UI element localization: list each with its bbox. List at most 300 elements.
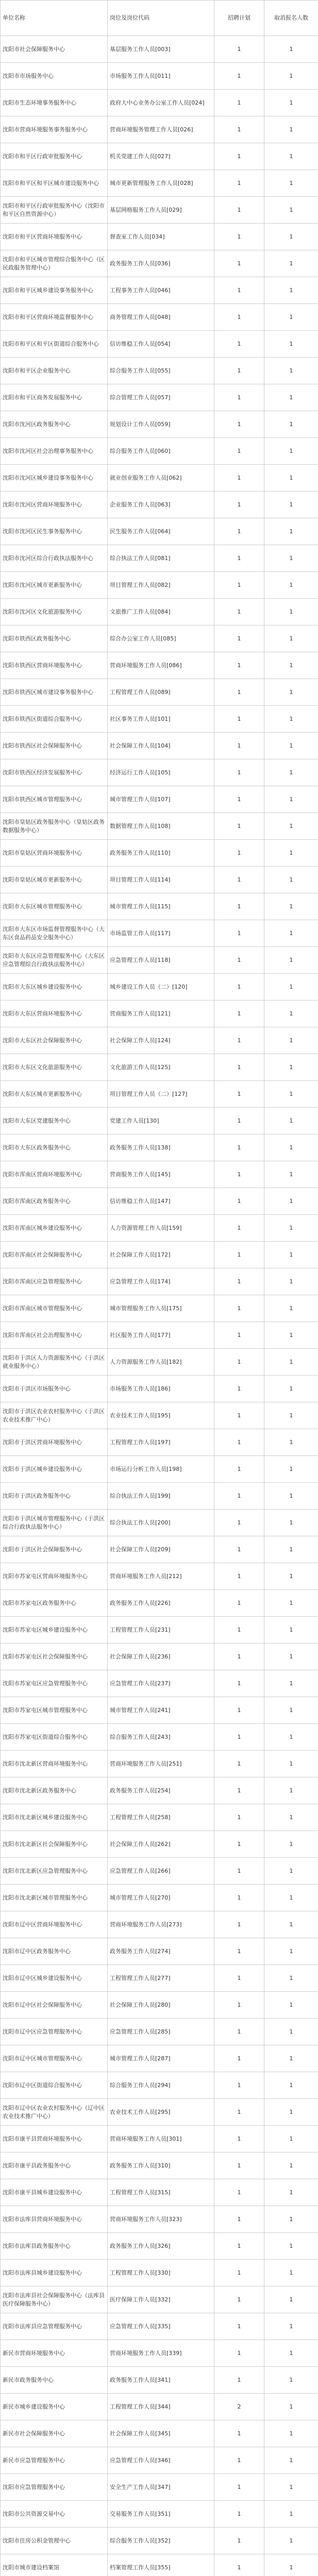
plan-cell: 1	[214, 1643, 264, 1670]
plan-cell: 1	[214, 2153, 264, 2179]
plan-cell: 1	[214, 116, 264, 143]
plan-cell: 1	[214, 1965, 264, 1992]
table-row	[1, 1858, 318, 1885]
table-row	[1, 867, 318, 893]
unit-name-cell: 沈阳市浑南区应急管理服务中心	[1, 1268, 108, 1295]
table-row	[1, 572, 318, 599]
unit-name-cell: 沈阳市大东区营商环境服务中心	[1, 1001, 108, 1027]
cancelled-cell: 1	[264, 63, 318, 90]
cancelled-cell: 1	[264, 250, 318, 277]
table-row	[1, 1992, 318, 2019]
cancelled-cell: 1	[264, 1429, 318, 1456]
plan-cell: 1	[214, 277, 264, 304]
table-row	[1, 1563, 318, 1590]
cancelled-cell: 1	[264, 1724, 318, 1751]
unit-name-cell: 沈阳市沈河区民生事务服务中心	[1, 518, 108, 545]
plan-cell: 1	[214, 1590, 264, 1617]
plan-cell: 1	[214, 1777, 264, 1804]
unit-name-cell: 沈阳市康平县营商环境服务中心	[1, 2126, 108, 2153]
cancelled-cell: 1	[264, 170, 318, 197]
plan-cell: 1	[214, 1563, 264, 1590]
unit-name-cell: 沈阳市沈北新区社会保障服务中心	[1, 1831, 108, 1858]
position-cell: 工程管理工作人员[330]	[108, 2260, 214, 2286]
table-row	[1, 1885, 318, 1911]
table-row	[1, 1536, 318, 1563]
table-row	[1, 1429, 318, 1456]
unit-name-cell: 沈阳市辽中区城乡建设服务中心	[1, 1965, 108, 1992]
plan-cell: 1	[214, 1697, 264, 1724]
plan-cell: 1	[214, 786, 264, 813]
cancelled-cell: 1	[264, 1777, 318, 1804]
plan-cell: 1	[214, 1134, 264, 1161]
plan-cell: 1	[214, 1001, 264, 1027]
unit-name-cell: 沈阳市和平区城市管理综合服务中心（区民政服务管理中心）	[1, 250, 108, 277]
position-cell: 工程管理工作人员[197]	[108, 1429, 214, 1456]
plan-cell: 1	[214, 920, 264, 947]
position-cell: 综合管理工作人员[057]	[108, 384, 214, 411]
cancelled-cell: 1	[264, 304, 318, 331]
plan-cell: 1	[214, 2206, 264, 2233]
table-row	[1, 1938, 318, 1965]
plan-cell: 1	[214, 652, 264, 679]
position-cell: 商务管理工作人员[048]	[108, 304, 214, 331]
position-cell: 企业服务工作人员[063]	[108, 492, 214, 518]
table-row	[1, 465, 318, 492]
plan-cell: 1	[214, 1456, 264, 1483]
cancelled-cell: 1	[264, 2474, 318, 2501]
position-cell: 规划设计工作人员[059]	[108, 411, 214, 438]
unit-name-cell: 沈阳市和平区和平区城市建设服务中心	[1, 170, 108, 197]
plan-cell: 1	[214, 2340, 264, 2367]
position-cell: 营商环境服务管理工作人员[026]	[108, 116, 214, 143]
unit-name-cell: 沈阳市大东区城乡建设服务中心	[1, 974, 108, 1001]
table-row	[1, 2019, 318, 2045]
unit-name-cell: 沈阳市铁西区政务服务中心	[1, 625, 108, 652]
position-cell: 营商环境服务工作人员[273]	[108, 1911, 214, 1938]
plan-cell: 1	[214, 224, 264, 250]
position-cell: 市场监管工作人员[117]	[108, 920, 214, 947]
unit-name-cell: 沈阳市于洪区人力资源服务中心（于洪区就业服务中心）	[1, 1349, 108, 1376]
unit-name-cell: 沈阳市法库县政务服务中心	[1, 2233, 108, 2260]
unit-name-cell: 沈阳市社会保障服务中心	[1, 36, 108, 63]
unit-name-cell: 沈阳市浑南区城乡建设服务中心	[1, 1215, 108, 1242]
position-cell: 工程管理工作人员[277]	[108, 1965, 214, 1992]
position-cell: 城乡建设工作人员（二）[120]	[108, 974, 214, 1001]
table-row	[1, 331, 318, 358]
table-row	[1, 2260, 318, 2286]
table-row	[1, 90, 318, 116]
unit-name-cell: 沈阳市沈北新区城乡建设服务中心	[1, 1804, 108, 1831]
cancelled-cell: 1	[264, 2179, 318, 2206]
position-cell: 市场运行分析工作人员[198]	[108, 1456, 214, 1483]
unit-name-cell: 沈阳市市场服务中心	[1, 63, 108, 90]
unit-name-cell: 沈阳市沈北新区营商环境服务中心	[1, 1751, 108, 1777]
cancelled-cell: 1	[264, 813, 318, 840]
table-row	[1, 733, 318, 759]
cancelled-cell: 1	[264, 411, 318, 438]
unit-name-cell: 沈阳市营商环境服务事务服务中心	[1, 116, 108, 143]
cancelled-cell: 1	[264, 2206, 318, 2233]
unit-name-cell: 沈阳市大东区政务服务中心	[1, 1134, 108, 1161]
cancelled-cell: 1	[264, 1161, 318, 1188]
position-cell: 城市管理服务工作人员[175]	[108, 1295, 214, 1322]
position-cell: 工程管理工作人员[315]	[108, 2179, 214, 2206]
position-cell: 政务服务工作人员[226]	[108, 1590, 214, 1617]
plan-cell: 1	[214, 1268, 264, 1295]
cancelled-cell: 1	[264, 1188, 318, 1215]
unit-name-cell: 沈阳市皇姑区政务服务中心（皇姑区政务数据服务中心）	[1, 813, 108, 840]
plan-cell: 1	[214, 170, 264, 197]
plan-cell: 1	[214, 63, 264, 90]
position-cell: 综合执法工作人员[200]	[108, 1510, 214, 1536]
cancelled-cell: 1	[264, 893, 318, 920]
table-row	[1, 1804, 318, 1831]
unit-name-cell: 沈阳市沈河区文化旅游服务中心	[1, 599, 108, 625]
unit-name-cell: 沈阳市法库县城乡建设服务中心	[1, 2260, 108, 2286]
unit-name-cell: 沈阳市沈河区综合行政执法服务中心	[1, 545, 108, 572]
table-row	[1, 2394, 318, 2420]
table-row	[1, 1617, 318, 1643]
unit-name-cell: 沈阳市和平区行政审批服务中心	[1, 143, 108, 170]
cancelled-cell: 1	[264, 358, 318, 384]
table-row	[1, 1134, 318, 1161]
table-row	[1, 438, 318, 465]
cancelled-cell: 1	[264, 1108, 318, 1134]
unit-name-cell: 沈阳市皇姑区营商环境服务中心	[1, 840, 108, 867]
table-row	[1, 518, 318, 545]
table-row	[1, 920, 318, 947]
position-cell: 政务服务工作人员[036]	[108, 250, 214, 277]
table-row	[1, 1911, 318, 1938]
cancelled-cell: 1	[264, 572, 318, 599]
cancelled-cell: 1	[264, 733, 318, 759]
position-cell: 政务服务工作人员[254]	[108, 1777, 214, 1804]
position-cell: 工程管理工作人员[344]	[108, 2394, 214, 2420]
position-cell: 社区事务工作人员[101]	[108, 706, 214, 733]
position-cell: 政务服务工作人员[326]	[108, 2233, 214, 2260]
unit-name-cell: 沈阳市沈北新区城市管理服务中心	[1, 1885, 108, 1911]
cancelled-cell: 1	[264, 1510, 318, 1536]
table-row	[1, 2501, 318, 2528]
cancelled-cell: 1	[264, 599, 318, 625]
position-cell: 城市更新管理服务工作人员[028]	[108, 170, 214, 197]
position-cell: 综合办公室工作人员[085]	[108, 625, 214, 652]
unit-name-cell: 沈阳市大东区党建服务中心	[1, 1108, 108, 1134]
position-cell: 工程管理工作人员[231]	[108, 1617, 214, 1643]
cancelled-cell: 1	[264, 518, 318, 545]
plan-cell: 1	[214, 2126, 264, 2153]
position-cell: 营商服务工作人员[145]	[108, 1161, 214, 1188]
position-cell: 经济运行工作人员[105]	[108, 759, 214, 786]
table-row	[1, 2474, 318, 2501]
plan-cell: 1	[214, 1402, 264, 1429]
position-cell: 项目管理工作人员（二）[127]	[108, 1081, 214, 1108]
plan-cell: 1	[214, 1188, 264, 1215]
position-cell: 政务服务工作人员[310]	[108, 2153, 214, 2179]
position-cell: 交易服务工作人员[351]	[108, 2501, 214, 2528]
table-row	[1, 1643, 318, 1670]
cancelled-cell: 1	[264, 1858, 318, 1885]
unit-name-cell: 沈阳市铁西区经济发展服务中心	[1, 759, 108, 786]
table-row	[1, 116, 318, 143]
unit-name-cell: 沈阳市和平区企业服务中心	[1, 358, 108, 384]
position-cell: 政务服务工作人员[138]	[108, 1134, 214, 1161]
plan-cell: 1	[214, 465, 264, 492]
unit-name-cell: 沈阳市沈河区政务服务中心	[1, 411, 108, 438]
unit-name-cell: 沈阳市铁西区社会保障服务中心	[1, 733, 108, 759]
unit-name-cell: 沈阳市于洪区市场服务中心	[1, 1376, 108, 1402]
header-unit-name: 单位名称	[1, 1, 108, 36]
position-cell: 党建工作人员[130]	[108, 1108, 214, 1134]
plan-cell: 1	[214, 733, 264, 759]
unit-name-cell: 沈阳市法库县社会保障服务中心（法库县医疗保障服务中心）	[1, 2286, 108, 2313]
position-cell: 数据管理工作人员[108]	[108, 813, 214, 840]
cancelled-cell: 1	[264, 224, 318, 250]
cancelled-cell: 1	[264, 1295, 318, 1322]
plan-cell: 1	[214, 438, 264, 465]
plan-cell: 1	[214, 1376, 264, 1402]
table-row	[1, 1349, 318, 1376]
cancelled-cell: 1	[264, 1804, 318, 1831]
unit-name-cell: 新民市营商环境服务中心	[1, 2340, 108, 2367]
plan-cell: 1	[214, 947, 264, 974]
cancelled-cell: 1	[264, 384, 318, 411]
cancelled-cell: 1	[264, 1054, 318, 1081]
cancelled-cell: 1	[264, 786, 318, 813]
table-row	[1, 2233, 318, 2260]
table-row	[1, 1777, 318, 1804]
cancelled-cell: 1	[264, 1349, 318, 1376]
cancelled-cell: 1	[264, 465, 318, 492]
unit-name-cell: 沈阳市大东区社会保障服务中心	[1, 1027, 108, 1054]
unit-name-cell: 沈阳市苏家屯区社会保障服务中心	[1, 1643, 108, 1670]
unit-name-cell: 沈阳市铁西区城市管理服务中心	[1, 786, 108, 813]
table-row	[1, 1027, 318, 1054]
position-cell: 农业技术工作人员[295]	[108, 2099, 214, 2126]
unit-name-cell: 沈阳市浑南区社会治理服务中心	[1, 1322, 108, 1349]
plan-cell: 1	[214, 974, 264, 1001]
plan-cell: 1	[214, 1992, 264, 2019]
position-cell: 应急管理工作人员[174]	[108, 1268, 214, 1295]
cancelled-cell: 1	[264, 438, 318, 465]
plan-cell: 1	[214, 197, 264, 224]
table-row	[1, 947, 318, 974]
table-row	[1, 1268, 318, 1295]
position-cell: 营商环境服务工作人员[212]	[108, 1563, 214, 1590]
cancelled-cell: 1	[264, 652, 318, 679]
plan-cell: 1	[214, 411, 264, 438]
cancelled-cell: 1	[264, 2394, 318, 2420]
plan-cell: 1	[214, 1242, 264, 1268]
plan-cell: 1	[214, 1108, 264, 1134]
plan-cell: 1	[214, 1429, 264, 1456]
cancelled-cell: 1	[264, 1483, 318, 1510]
unit-name-cell: 沈阳市浑南区城市管理服务中心	[1, 1295, 108, 1322]
unit-name-cell: 沈阳市城市建设档案馆	[1, 2554, 108, 2576]
plan-cell: 1	[214, 1938, 264, 1965]
table-row	[1, 2126, 318, 2153]
table-row	[1, 1081, 318, 1108]
position-cell: 城市管理工作人员[115]	[108, 893, 214, 920]
position-cell: 市场服务工作人员[186]	[108, 1376, 214, 1402]
cancelled-cell: 1	[264, 2045, 318, 2072]
plan-cell: 1	[214, 1054, 264, 1081]
plan-cell: 1	[214, 1483, 264, 1510]
header-row	[1, 1, 318, 36]
unit-name-cell: 沈阳市沈河区社会治理事务服务中心	[1, 438, 108, 465]
cancelled-cell: 1	[264, 36, 318, 63]
unit-name-cell: 沈阳市和平区行政审批服务中心（沈阳市和平区自然资源中心）	[1, 197, 108, 224]
unit-name-cell: 沈阳市浑南区政务服务中心	[1, 1188, 108, 1215]
position-cell: 人力资源管理工作人员[159]	[108, 1215, 214, 1242]
unit-name-cell: 沈阳市和平区营商环境监督服务中心	[1, 304, 108, 331]
table-row	[1, 893, 318, 920]
unit-name-cell: 沈阳市和平区商务发展服务中心	[1, 384, 108, 411]
plan-cell: 1	[214, 2313, 264, 2340]
position-cell: 社会保障工作人员[280]	[108, 1992, 214, 2019]
cancelled-cell: 1	[264, 2340, 318, 2367]
unit-name-cell: 沈阳市辽中区政务服务中心	[1, 1938, 108, 1965]
table-row	[1, 492, 318, 518]
cancelled-cell: 1	[264, 116, 318, 143]
unit-name-cell: 沈阳市辽中区街道综合服务中心	[1, 2072, 108, 2099]
plan-cell: 1	[214, 625, 264, 652]
unit-name-cell: 沈阳市沈河区城乡建设事务服务中心	[1, 465, 108, 492]
table-row	[1, 143, 318, 170]
position-cell: 社区服务工作人员[177]	[108, 1322, 214, 1349]
position-cell: 机关党建工作人员[027]	[108, 143, 214, 170]
cancelled-cell: 1	[264, 2501, 318, 2528]
unit-name-cell: 沈阳市苏家屯区应急管理服务中心	[1, 1670, 108, 1697]
position-cell: 社会保障工作人员[236]	[108, 1643, 214, 1670]
plan-cell: 1	[214, 1751, 264, 1777]
unit-name-cell: 沈阳市辽中区社会保障服务中心	[1, 1992, 108, 2019]
position-cell: 社会保障工作人员[172]	[108, 1242, 214, 1268]
cancelled-cell: 1	[264, 1697, 318, 1724]
unit-name-cell: 沈阳市浑南区营商环境服务中心	[1, 1161, 108, 1188]
position-cell: 民生服务工作人员[064]	[108, 518, 214, 545]
table-row	[1, 1483, 318, 1510]
table-row	[1, 652, 318, 679]
cancelled-cell: 1	[264, 2260, 318, 2286]
table-row	[1, 1108, 318, 1134]
unit-name-cell: 沈阳市和平区营商环境服务中心	[1, 224, 108, 250]
table-row	[1, 36, 318, 63]
plan-cell: 1	[214, 2528, 264, 2554]
table-row	[1, 599, 318, 625]
plan-cell: 1	[214, 331, 264, 358]
unit-name-cell: 沈阳市沈北新区应急管理服务中心	[1, 1858, 108, 1885]
unit-name-cell: 沈阳市住房公积金管理中心	[1, 2528, 108, 2554]
position-cell: 工程管理工作人员[089]	[108, 679, 214, 706]
plan-cell: 1	[214, 1911, 264, 1938]
position-cell: 文化旅游工作人员[125]	[108, 1054, 214, 1081]
plan-cell: 1	[214, 1161, 264, 1188]
header-plan: 招聘计划	[214, 1, 264, 36]
table-row	[1, 1456, 318, 1483]
cancelled-cell: 1	[264, 1376, 318, 1402]
cancelled-cell: 1	[264, 143, 318, 170]
plan-cell: 1	[214, 572, 264, 599]
position-cell: 医疗保障工作人员[332]	[108, 2286, 214, 2313]
plan-cell: 1	[214, 2260, 264, 2286]
unit-name-cell: 沈阳市大东区文化旅游服务中心	[1, 1054, 108, 1081]
position-cell: 营商环境服务工作人员[339]	[108, 2340, 214, 2367]
table-row	[1, 679, 318, 706]
cancelled-cell: 1	[264, 1081, 318, 1108]
plan-cell: 1	[214, 893, 264, 920]
cancelled-cell: 1	[264, 1402, 318, 1429]
table-row	[1, 250, 318, 277]
cancelled-cell: 1	[264, 1590, 318, 1617]
cancelled-cell: 1	[264, 1268, 318, 1295]
unit-name-cell: 沈阳市大东区市场监督管理服务中心（大东区食品药品安全服务中心）	[1, 920, 108, 947]
cancelled-cell: 1	[264, 974, 318, 1001]
cancelled-cell: 1	[264, 1992, 318, 2019]
unit-name-cell: 新民市社会保障服务中心	[1, 2420, 108, 2447]
plan-cell: 1	[214, 492, 264, 518]
plan-cell: 1	[214, 679, 264, 706]
position-cell: 综合服务工作人员[352]	[108, 2528, 214, 2554]
plan-cell: 2	[214, 2394, 264, 2420]
plan-cell: 1	[214, 813, 264, 840]
table-row	[1, 1402, 318, 1429]
table-row	[1, 1724, 318, 1751]
table-row	[1, 1322, 318, 1349]
position-cell: 文旅推广工作人员[084]	[108, 599, 214, 625]
position-cell: 综合执法工作人员[199]	[108, 1483, 214, 1510]
table-row	[1, 2072, 318, 2099]
table-row	[1, 1751, 318, 1777]
unit-name-cell: 沈阳市辽中区农业农村服务中心（辽中区农业技术推广中心）	[1, 2099, 108, 2126]
position-cell: 综合执法工作人员[081]	[108, 545, 214, 572]
position-cell: 人力资源服务工作人员[182]	[108, 1349, 214, 1376]
cancelled-cell: 1	[264, 2233, 318, 2260]
plan-cell: 1	[214, 2420, 264, 2447]
table-row	[1, 384, 318, 411]
position-cell: 项目管理工作人员[082]	[108, 572, 214, 599]
cancelled-cell: 1	[264, 867, 318, 893]
cancelled-cell: 1	[264, 840, 318, 867]
unit-name-cell: 沈阳市法库县营商环境服务中心	[1, 2206, 108, 2233]
unit-name-cell: 沈阳市沈河区城市更新服务中心	[1, 572, 108, 599]
table-row	[1, 2286, 318, 2313]
unit-name-cell: 沈阳市于洪区城乡建设服务中心	[1, 1456, 108, 1483]
table-row	[1, 974, 318, 1001]
unit-name-cell: 沈阳市铁西区街道综合服务中心	[1, 706, 108, 733]
table-row	[1, 2179, 318, 2206]
unit-name-cell: 沈阳市康平县城乡建设服务中心	[1, 2179, 108, 2206]
position-cell: 农业技术工作人员[195]	[108, 1402, 214, 1429]
plan-cell: 1	[214, 840, 264, 867]
plan-cell: 1	[214, 1724, 264, 1751]
unit-name-cell: 沈阳市于洪区农业农村服务中心（于洪区农业技术推广中心）	[1, 1402, 108, 1429]
cancelled-cell: 1	[264, 1911, 318, 1938]
cancelled-cell: 1	[264, 706, 318, 733]
plan-cell: 1	[214, 2447, 264, 2474]
plan-cell: 1	[214, 2286, 264, 2313]
table-row	[1, 2340, 318, 2367]
plan-cell: 1	[214, 1804, 264, 1831]
cancelled-cell: 1	[264, 1831, 318, 1858]
position-cell: 应急管理工作人员[335]	[108, 2313, 214, 2340]
unit-name-cell: 沈阳市苏家屯区营商环境服务中心	[1, 1563, 108, 1590]
table-row	[1, 1590, 318, 1617]
plan-cell: 1	[214, 36, 264, 63]
plan-cell: 1	[214, 1670, 264, 1697]
plan-cell: 1	[214, 867, 264, 893]
position-cell: 应急管理工作人员[237]	[108, 1670, 214, 1697]
